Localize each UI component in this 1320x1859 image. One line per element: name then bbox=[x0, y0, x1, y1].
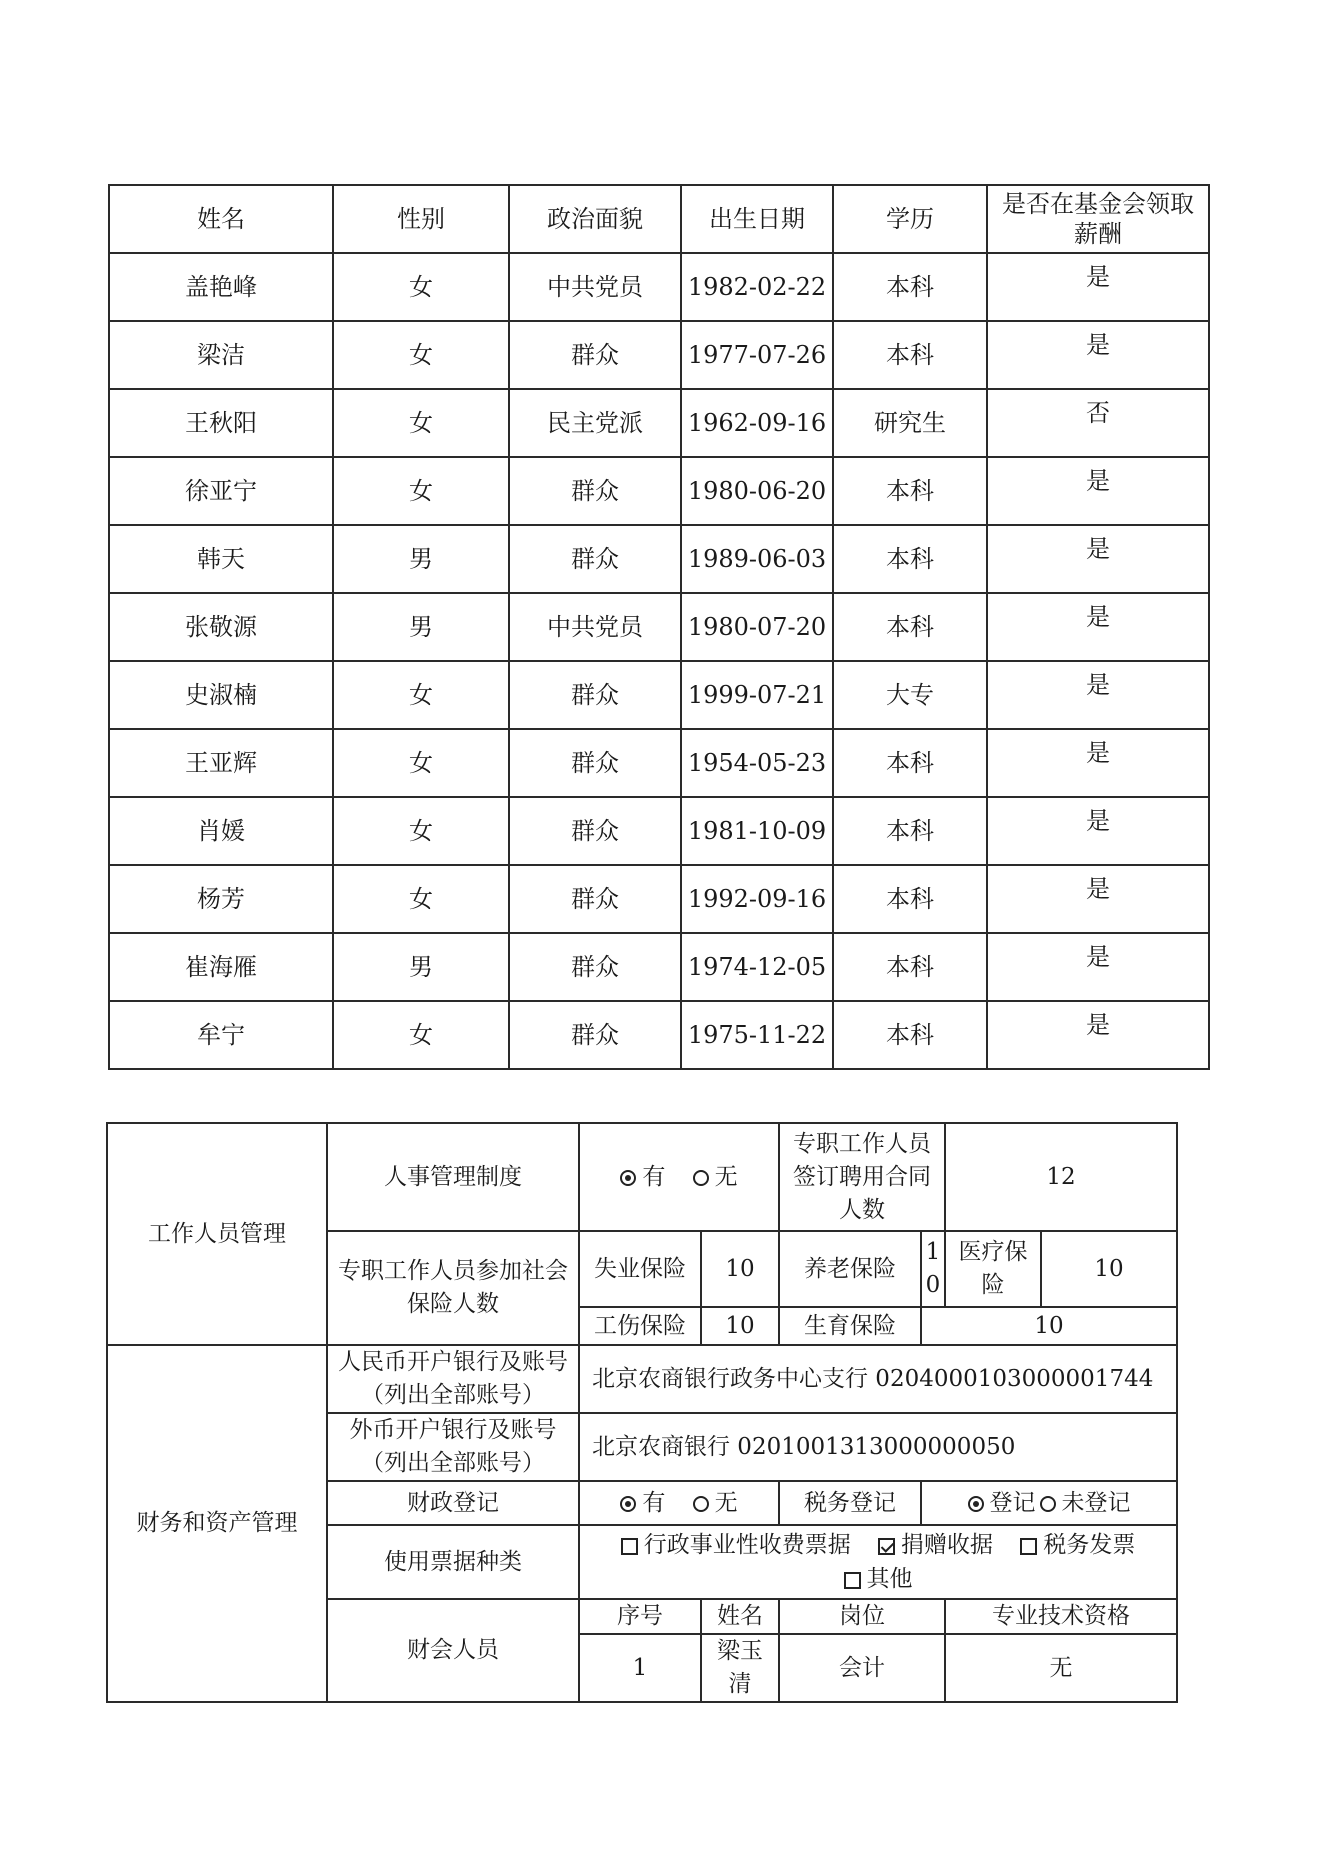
table-cell: 梁洁 bbox=[109, 321, 333, 389]
table-cell: 本科 bbox=[833, 593, 987, 661]
table-cell: 史淑楠 bbox=[109, 661, 333, 729]
hr-system-options bbox=[579, 1123, 779, 1231]
accounting-header-post: 岗位 bbox=[779, 1599, 945, 1634]
table-cell: 群众 bbox=[509, 457, 681, 525]
fx-account-label: 外币开户银行及账号（列出全部账号） bbox=[327, 1413, 579, 1481]
table-row bbox=[109, 389, 1209, 457]
table-cell: 是 bbox=[987, 865, 1209, 933]
table-cell: 女 bbox=[333, 661, 509, 729]
receipt-type-options bbox=[579, 1525, 1177, 1599]
receipt-option-admin-fee[interactable]: 行政事业性收费票据 bbox=[621, 1532, 851, 1558]
accounting-label: 财会人员 bbox=[327, 1599, 579, 1702]
table-cell: 1999-07-21 bbox=[681, 661, 833, 729]
table-cell: 女 bbox=[333, 1001, 509, 1069]
table-cell: 是 bbox=[987, 253, 1209, 321]
unemployment-label: 失业保险 bbox=[579, 1231, 701, 1307]
table-cell: 群众 bbox=[509, 661, 681, 729]
maternity-label: 生育保险 bbox=[779, 1307, 921, 1345]
table-cell: 1954-05-23 bbox=[681, 729, 833, 797]
table-cell: 否 bbox=[987, 389, 1209, 457]
table-cell: 是 bbox=[987, 321, 1209, 389]
table-cell: 是 bbox=[987, 661, 1209, 729]
table-cell: 民主党派 bbox=[509, 389, 681, 457]
table-cell: 1977-07-26 bbox=[681, 321, 833, 389]
fiscal-reg-options bbox=[579, 1481, 779, 1525]
table-cell: 女 bbox=[333, 797, 509, 865]
radio-selected-icon bbox=[620, 1170, 636, 1186]
insurance-label: 专职工作人员参加社会保险人数 bbox=[327, 1231, 579, 1345]
table-cell: 王秋阳 bbox=[109, 389, 333, 457]
table-cell: 是 bbox=[987, 1001, 1209, 1069]
column-header: 是否在基金会领取薪酬 bbox=[987, 185, 1209, 253]
staff-mgmt-section: 工作人员管理 bbox=[107, 1123, 327, 1345]
table-row bbox=[109, 797, 1209, 865]
table-cell: 女 bbox=[333, 865, 509, 933]
table-cell: 1962-09-16 bbox=[681, 389, 833, 457]
table-cell: 本科 bbox=[833, 729, 987, 797]
tax-reg-options bbox=[921, 1481, 1177, 1525]
accounting-header-qualification: 专业技术资格 bbox=[945, 1599, 1177, 1634]
management-table bbox=[106, 1122, 1178, 1703]
contract-label: 专职工作人员签订聘用合同人数 bbox=[779, 1123, 945, 1231]
table-cell: 是 bbox=[987, 797, 1209, 865]
table-cell: 牟宁 bbox=[109, 1001, 333, 1069]
table-cell: 男 bbox=[333, 593, 509, 661]
receipt-option-donation[interactable]: 捐赠收据 bbox=[878, 1532, 993, 1558]
medical-label: 医疗保险 bbox=[945, 1231, 1041, 1307]
table-cell: 本科 bbox=[833, 525, 987, 593]
injury-count: 10 bbox=[701, 1307, 779, 1345]
receipt-option-tax-invoice[interactable]: 税务发票 bbox=[1020, 1532, 1135, 1558]
table-cell: 女 bbox=[333, 389, 509, 457]
table-cell: 中共党员 bbox=[509, 253, 681, 321]
table-cell: 群众 bbox=[509, 729, 681, 797]
table-cell: 1982-02-22 bbox=[681, 253, 833, 321]
receipt-option-other[interactable]: 其他 bbox=[844, 1566, 913, 1592]
table-row bbox=[109, 1001, 1209, 1069]
checkbox-checked-icon bbox=[878, 1538, 895, 1555]
table-cell: 是 bbox=[987, 593, 1209, 661]
table-cell: 本科 bbox=[833, 933, 987, 1001]
table-cell: 本科 bbox=[833, 321, 987, 389]
staff-table-header bbox=[109, 185, 1209, 253]
maternity-count: 10 bbox=[921, 1307, 1177, 1345]
table-cell: 张敬源 bbox=[109, 593, 333, 661]
checkbox-unchecked-icon bbox=[621, 1538, 638, 1555]
column-header: 政治面貌 bbox=[509, 185, 681, 253]
table-row bbox=[109, 933, 1209, 1001]
finance-section: 财务和资产管理 bbox=[107, 1345, 327, 1702]
tax-reg-option-unregistered[interactable]: 未登记 bbox=[1040, 1490, 1131, 1516]
table-row bbox=[109, 593, 1209, 661]
table-cell: 崔海雁 bbox=[109, 933, 333, 1001]
table-row bbox=[109, 253, 1209, 321]
table-row bbox=[109, 661, 1209, 729]
column-header: 出生日期 bbox=[681, 185, 833, 253]
table-cell: 肖媛 bbox=[109, 797, 333, 865]
accounting-row-name: 梁玉清 bbox=[701, 1634, 779, 1702]
medical-count: 10 bbox=[1041, 1231, 1177, 1307]
table-cell: 本科 bbox=[833, 797, 987, 865]
tax-reg-label: 税务登记 bbox=[779, 1481, 921, 1525]
accounting-row-no: 1 bbox=[579, 1634, 701, 1702]
table-cell: 群众 bbox=[509, 525, 681, 593]
fiscal-reg-label: 财政登记 bbox=[327, 1481, 579, 1525]
table-cell: 研究生 bbox=[833, 389, 987, 457]
rmb-account-label: 人民币开户银行及账号（列出全部账号） bbox=[327, 1345, 579, 1413]
table-cell: 群众 bbox=[509, 797, 681, 865]
table-cell: 本科 bbox=[833, 865, 987, 933]
table-cell: 群众 bbox=[509, 865, 681, 933]
column-header: 姓名 bbox=[109, 185, 333, 253]
injury-label: 工伤保险 bbox=[579, 1307, 701, 1345]
table-cell: 1981-10-09 bbox=[681, 797, 833, 865]
table-cell: 大专 bbox=[833, 661, 987, 729]
table-cell: 是 bbox=[987, 933, 1209, 1001]
table-cell: 本科 bbox=[833, 253, 987, 321]
table-cell: 群众 bbox=[509, 1001, 681, 1069]
fiscal-reg-option-yes[interactable]: 有 bbox=[620, 1490, 665, 1516]
receipt-type-label: 使用票据种类 bbox=[327, 1525, 579, 1599]
table-cell: 是 bbox=[987, 457, 1209, 525]
table-cell: 1974-12-05 bbox=[681, 933, 833, 1001]
table-row bbox=[109, 525, 1209, 593]
table-cell: 是 bbox=[987, 525, 1209, 593]
table-cell: 1992-09-16 bbox=[681, 865, 833, 933]
table-cell: 1980-07-20 bbox=[681, 593, 833, 661]
accounting-row-post: 会计 bbox=[779, 1634, 945, 1702]
table-cell: 1975-11-22 bbox=[681, 1001, 833, 1069]
pension-label: 养老保险 bbox=[779, 1231, 921, 1307]
table-row bbox=[109, 457, 1209, 525]
table-cell: 1989-06-03 bbox=[681, 525, 833, 593]
table-cell: 韩天 bbox=[109, 525, 333, 593]
table-cell: 徐亚宁 bbox=[109, 457, 333, 525]
contract-count: 12 bbox=[945, 1123, 1177, 1231]
radio-unselected-icon bbox=[693, 1496, 709, 1512]
column-header: 性别 bbox=[333, 185, 509, 253]
pension-count: 10 bbox=[921, 1231, 945, 1307]
tax-reg-option-registered[interactable]: 登记 bbox=[968, 1490, 1036, 1516]
table-cell: 女 bbox=[333, 321, 509, 389]
table-cell: 女 bbox=[333, 253, 509, 321]
table-cell: 男 bbox=[333, 525, 509, 593]
staff-table bbox=[108, 184, 1210, 1070]
table-row bbox=[109, 729, 1209, 797]
unemployment-count: 10 bbox=[701, 1231, 779, 1307]
table-cell: 男 bbox=[333, 933, 509, 1001]
checkbox-unchecked-icon bbox=[1020, 1538, 1037, 1555]
accounting-header-name: 姓名 bbox=[701, 1599, 779, 1634]
hr-system-option-yes[interactable]: 有 bbox=[620, 1164, 665, 1190]
table-cell: 中共党员 bbox=[509, 593, 681, 661]
fiscal-reg-option-no[interactable]: 无 bbox=[693, 1490, 738, 1516]
hr-system-label: 人事管理制度 bbox=[327, 1123, 579, 1231]
table-row bbox=[109, 865, 1209, 933]
radio-unselected-icon bbox=[693, 1170, 709, 1186]
table-cell: 盖艳峰 bbox=[109, 253, 333, 321]
fx-account-value: 北京农商银行 0201001313000000050 bbox=[579, 1413, 1177, 1481]
table-row bbox=[109, 321, 1209, 389]
rmb-account-value: 北京农商银行政务中心支行 0204000103000001744 bbox=[579, 1345, 1177, 1413]
radio-selected-icon bbox=[968, 1496, 984, 1512]
table-cell: 本科 bbox=[833, 1001, 987, 1069]
table-cell: 杨芳 bbox=[109, 865, 333, 933]
radio-selected-icon bbox=[620, 1496, 636, 1512]
table-cell: 女 bbox=[333, 457, 509, 525]
table-cell: 1980-06-20 bbox=[681, 457, 833, 525]
table-cell: 女 bbox=[333, 729, 509, 797]
table-cell: 本科 bbox=[833, 457, 987, 525]
checkbox-unchecked-icon bbox=[844, 1572, 861, 1589]
table-cell: 群众 bbox=[509, 321, 681, 389]
hr-system-option-no[interactable]: 无 bbox=[693, 1164, 738, 1190]
column-header: 学历 bbox=[833, 185, 987, 253]
accounting-header-no: 序号 bbox=[579, 1599, 701, 1634]
table-cell: 是 bbox=[987, 729, 1209, 797]
radio-unselected-icon bbox=[1040, 1496, 1056, 1512]
table-cell: 群众 bbox=[509, 933, 681, 1001]
accounting-row-qualification: 无 bbox=[945, 1634, 1177, 1702]
table-cell: 王亚辉 bbox=[109, 729, 333, 797]
